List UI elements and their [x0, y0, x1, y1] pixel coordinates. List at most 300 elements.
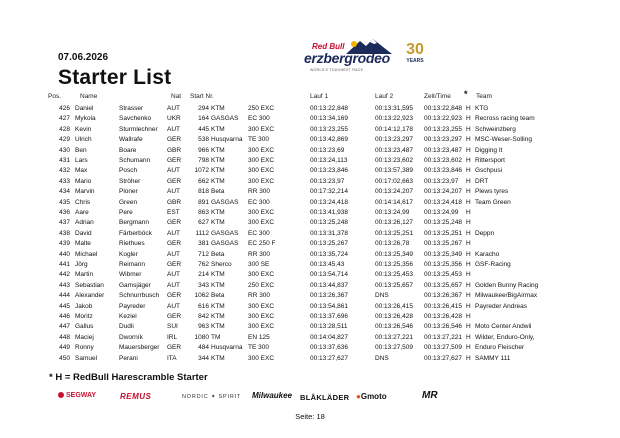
row-model: 300 SE [248, 261, 270, 268]
table-row [0, 239, 620, 249]
col-team: Team [476, 93, 492, 100]
row-nat: ITA [167, 354, 177, 362]
row-lauf1: 00:13:26,367 [310, 292, 348, 300]
row-model: 300 EXC [248, 323, 275, 331]
row-harescramble-flag: H [466, 292, 471, 300]
row-brand: Beta [211, 250, 225, 258]
col-lauf1: Lauf 1 [310, 93, 329, 100]
row-brand: Sherco [211, 261, 232, 268]
row-first-name: Gallus [75, 323, 94, 331]
row-last-name: Keziel [119, 313, 137, 320]
row-lauf1: 00:13:54,714 [310, 271, 348, 279]
row-start-nr: 1112 [195, 229, 209, 237]
row-pos: 438 [59, 229, 70, 237]
row-lauf1: 00:13:23,846 [310, 167, 348, 175]
row-lauf1: 00:14:04,827 [310, 333, 348, 341]
row-nat: GER [167, 261, 182, 268]
row-last-name: Perani [119, 354, 138, 362]
row-last-name: Sturmlechner [119, 125, 158, 133]
mr-logo: MR [422, 390, 438, 401]
row-lauf1: 00:13:23,255 [310, 125, 348, 133]
row-nat: GER [167, 136, 182, 144]
row-lauf2: 00:13:26,127 [375, 219, 413, 227]
row-model: 300 EXC [248, 302, 275, 310]
row-model: 300 EXC [248, 125, 275, 133]
row-lauf1: 00:13:24,113 [310, 157, 348, 164]
row-brand: KTM [211, 323, 225, 331]
row-harescramble-flag: H [466, 115, 471, 123]
row-harescramble-flag: H [466, 188, 471, 196]
row-pos: 435 [59, 198, 70, 206]
row-start-nr: 963 [198, 323, 209, 331]
row-harescramble-flag: H [466, 177, 471, 185]
row-first-name: Daniel [75, 105, 94, 112]
col-lauf2: Lauf 2 [375, 93, 394, 100]
row-lauf2: 00:13:23,297 [375, 136, 413, 144]
row-team: Payreder Andreas [475, 302, 528, 310]
row-start-nr: 891 [198, 198, 209, 206]
row-nat: GBR [167, 146, 182, 154]
table-row [0, 260, 620, 270]
segway-logo [58, 392, 96, 399]
row-zeit: 00:13:25,356 [424, 261, 462, 268]
table-row [0, 156, 620, 166]
table-row [0, 125, 620, 135]
row-lauf2: 00:13:24,207 [375, 188, 413, 196]
row-brand: KTM [211, 167, 225, 175]
row-harescramble-flag: H [466, 323, 471, 331]
row-model: RR 300 [248, 292, 271, 300]
row-pos: 442 [59, 271, 70, 279]
row-team: Gschpusi [475, 167, 503, 175]
row-pos: 440 [59, 250, 70, 258]
page-title: Starter List [58, 66, 172, 89]
row-last-name: Färberböck [119, 229, 152, 237]
row-last-name: Riethues [119, 240, 145, 248]
row-team: Wilder, Enduro-Only, [475, 333, 535, 341]
anniversary-number: 30 [406, 41, 424, 58]
row-nat: AUT [167, 302, 180, 310]
table-row [0, 177, 620, 187]
row-zeit: 00:13:24,418 [424, 198, 462, 206]
row-start-nr: 214 [198, 271, 209, 279]
row-harescramble-flag: H [466, 333, 471, 341]
row-team: Karacho [475, 250, 500, 258]
row-first-name: Malte [75, 240, 91, 248]
row-harescramble-flag: H [466, 105, 471, 112]
row-harescramble-flag: H [466, 209, 471, 216]
row-brand: KTM [211, 302, 225, 310]
row-nat: AUT [167, 167, 180, 175]
row-team: Deppn [475, 229, 495, 237]
table-row [0, 291, 620, 301]
table-row [0, 322, 620, 332]
row-lauf1: 00:13:22,848 [310, 105, 348, 112]
row-lauf2: 00:13:25,349 [375, 250, 413, 258]
row-model: RR 300 [248, 250, 271, 258]
table-row [0, 354, 620, 364]
col-nat: Nat [171, 93, 182, 100]
row-nat: EST [167, 209, 180, 216]
table-row [0, 281, 620, 291]
row-last-name: Gamsjäger [119, 281, 151, 289]
table-row [0, 270, 620, 280]
row-lauf2: 00:13:25,657 [375, 281, 413, 289]
row-last-name: Mauersberger [119, 344, 160, 352]
row-pos: 436 [59, 209, 70, 216]
row-last-name: Wallrafe [119, 136, 143, 144]
anniversary-label: YEARS [406, 58, 424, 64]
row-zeit: 00:13:22,923 [424, 115, 462, 123]
row-last-name: Ploner [119, 188, 138, 196]
row-pos: 445 [59, 302, 70, 310]
row-start-nr: 627 [198, 219, 209, 227]
table-row [0, 343, 620, 353]
row-nat: AUT [167, 281, 180, 289]
row-model: 300 EXC [248, 313, 275, 320]
row-first-name: David [75, 229, 92, 237]
row-harescramble-flag: H [466, 271, 471, 279]
row-pos: 449 [59, 344, 70, 352]
row-lauf1: 00:13:25,248 [310, 219, 348, 227]
row-lauf2: 00:13:27,221 [375, 333, 413, 341]
table-row [0, 146, 620, 156]
row-lauf2: 00:13:25,251 [375, 229, 413, 237]
row-zeit: 00:13:25,267 [424, 240, 462, 248]
row-first-name: Michael [75, 250, 98, 258]
row-team: DRT [475, 177, 489, 185]
row-first-name: Maciej [75, 333, 94, 341]
row-harescramble-flag: H [466, 167, 471, 175]
row-pos: 450 [59, 354, 70, 362]
row-brand: KTM [211, 105, 225, 112]
row-lauf2: 00:13:23,487 [375, 146, 413, 154]
row-model: 300 EXC [248, 209, 275, 216]
row-nat: GER [167, 240, 182, 248]
row-team: Milwaukee/BigAirmax [475, 292, 538, 300]
row-lauf1: 00:17:32,214 [310, 188, 348, 196]
row-zeit: 00:13:23,255 [424, 125, 462, 133]
row-zeit: 00:13:23,487 [424, 146, 462, 154]
row-lauf1: 00:13:44,837 [310, 281, 348, 289]
row-model: TE 300 [248, 136, 269, 144]
row-harescramble-flag: H [466, 125, 471, 133]
row-pos: 433 [59, 177, 70, 185]
segway-dot-icon [58, 392, 64, 398]
row-last-name: Green [119, 198, 138, 206]
row-nat: GER [167, 177, 182, 185]
row-start-nr: 294 [198, 105, 209, 112]
row-team: Rittersport [475, 157, 505, 164]
row-zeit: 00:13:26,415 [424, 302, 462, 310]
row-pos: 426 [59, 105, 70, 112]
row-start-nr: 662 [198, 177, 209, 185]
row-team: Recross racing team [475, 115, 535, 123]
row-last-name: Posch [119, 167, 138, 175]
remus-logo: REMUS [120, 392, 152, 401]
row-brand: TM [211, 333, 221, 341]
row-start-nr: 445 [198, 125, 209, 133]
row-model: 300 EXC [248, 177, 275, 185]
row-zeit: 00:13:23,602 [424, 157, 462, 164]
row-harescramble-flag: H [466, 198, 471, 206]
row-zeit: 00:13:25,248 [424, 219, 462, 227]
row-zeit: 00:13:26,367 [424, 292, 462, 300]
row-model: RR 300 [248, 188, 271, 196]
row-lauf2: 00:13:23,602 [375, 157, 413, 164]
row-team: Team Green [475, 198, 511, 206]
row-model: 300 EXC [248, 167, 275, 175]
row-harescramble-flag: H [466, 219, 471, 227]
row-nat: AUT [167, 271, 180, 279]
table-row [0, 250, 620, 260]
row-lauf1: 00:13:41,938 [310, 209, 348, 216]
row-lauf1: 00:13:35,724 [310, 250, 348, 258]
row-start-nr: 381 [198, 240, 209, 248]
row-first-name: Jörg [75, 261, 88, 268]
row-pos: 443 [59, 281, 70, 289]
row-last-name: Bergmann [119, 219, 149, 227]
row-lauf2: DNS [375, 354, 389, 362]
table-row [0, 208, 620, 218]
row-last-name: Kogler [119, 250, 138, 258]
row-pos: 444 [59, 292, 70, 300]
row-lauf1: 00:13:24,418 [310, 198, 348, 206]
row-lauf2: 00:13:27,509 [375, 344, 413, 352]
row-pos: 447 [59, 323, 70, 331]
row-start-nr: 842 [198, 313, 209, 320]
row-nat: IRL [167, 333, 178, 341]
row-zeit: 00:13:24,207 [424, 188, 462, 196]
row-lauf1: 00:13:23,97 [310, 177, 345, 185]
milwaukee-logo: Milwaukee [252, 391, 293, 400]
row-model: EC 300 [248, 115, 270, 123]
table-row [0, 312, 620, 322]
row-nat: UKR [167, 115, 181, 123]
row-brand: Husqvarna [211, 136, 243, 144]
row-lauf2: 00:13:25,356 [375, 261, 413, 268]
row-brand: KTM [211, 219, 225, 227]
row-harescramble-flag: H [466, 146, 471, 154]
row-first-name: Marvin [75, 188, 95, 196]
row-lauf2: 00:13:22,923 [375, 115, 413, 123]
row-last-name: Payreder [119, 302, 146, 310]
row-model: 300 EXC [248, 271, 275, 279]
row-pos: 432 [59, 167, 70, 175]
row-start-nr: 712 [198, 250, 209, 258]
row-lauf1: 00:13:37,696 [310, 313, 348, 320]
table-row [0, 104, 620, 114]
row-lauf1: 00:13:23,69 [310, 146, 345, 154]
blaklader-logo: BLÅKLÄDER [300, 393, 350, 402]
row-first-name: Kevin [75, 125, 92, 133]
row-harescramble-flag: H [466, 281, 471, 289]
row-model: EC 250 F [248, 240, 276, 248]
row-last-name: Dudli [119, 323, 134, 331]
row-nat: GBR [167, 198, 182, 206]
row-last-name: Boare [119, 146, 137, 154]
col-zeit-time: Zeit/Time [424, 93, 451, 100]
row-first-name: Martin [75, 271, 94, 279]
row-last-name: Strasser [119, 105, 144, 112]
row-zeit: 00:13:26,546 [424, 323, 462, 331]
row-brand: KTM [211, 177, 225, 185]
row-lauf1: 00:13:42,869 [310, 136, 348, 144]
row-lauf2: 00:14:14,617 [375, 198, 413, 206]
row-last-name: Dworník [119, 333, 143, 341]
row-last-name: Schnurrbusch [119, 292, 160, 300]
table-row [0, 333, 620, 343]
row-start-nr: 484 [198, 344, 209, 352]
row-zeit: 00:13:23,846 [424, 167, 462, 175]
col-start-nr: Start Nr. [190, 93, 214, 100]
row-lauf1: 00:13:28,511 [310, 323, 348, 331]
row-zeit: 00:13:23,297 [424, 136, 462, 144]
row-harescramble-flag: H [466, 302, 471, 310]
row-lauf1: 00:13:37,636 [310, 344, 348, 352]
row-nat: GER [167, 219, 182, 227]
row-last-name: Wibmer [119, 271, 142, 279]
row-lauf2: 00:13:25,453 [375, 271, 413, 279]
row-first-name: Chris [75, 198, 91, 206]
row-nat: GER [167, 313, 182, 320]
row-nat: GER [167, 292, 182, 300]
row-harescramble-flag: H [466, 136, 471, 144]
row-zeit: 00:13:27,509 [424, 344, 462, 352]
row-pos: 448 [59, 333, 70, 341]
row-zeit: 00:13:23,97 [424, 177, 459, 185]
row-pos: 431 [59, 157, 70, 164]
row-team: Moto Center Andwil [475, 323, 532, 331]
row-last-name: Pere [119, 209, 133, 216]
row-first-name: Alexander [75, 292, 105, 300]
gmoto-wordmark: Gmoto [360, 392, 387, 401]
row-model: 300 EXC [248, 146, 275, 154]
row-nat: GER [167, 344, 182, 352]
col-star: * [464, 89, 468, 99]
row-start-nr: 343 [198, 281, 209, 289]
row-model: 300 EXC [248, 157, 275, 164]
table-row [0, 166, 620, 176]
row-start-nr: 538 [198, 136, 209, 144]
row-last-name: Reimann [119, 261, 146, 268]
row-model: 250 EXC [248, 105, 275, 112]
row-zeit: 00:13:25,453 [424, 271, 462, 279]
row-harescramble-flag: H [466, 344, 471, 352]
row-first-name: Moritz [75, 313, 93, 320]
row-start-nr: 164 [198, 115, 209, 123]
footnote: * H = RedBull Harescramble Starter [49, 372, 208, 383]
row-pos: 439 [59, 240, 70, 248]
row-harescramble-flag: H [466, 354, 471, 362]
row-first-name: Ben [75, 146, 87, 154]
row-pos: 427 [59, 115, 70, 123]
table-row [0, 187, 620, 197]
row-lauf2: 00:14:12,178 [375, 125, 413, 133]
row-first-name: Samuel [75, 354, 98, 362]
row-first-name: Lars [75, 157, 88, 164]
row-model: 250 EXC [248, 281, 275, 289]
row-nat: AUT [167, 105, 180, 112]
row-nat: AUT [167, 188, 180, 196]
row-lauf2: 00:17:02,663 [375, 177, 413, 185]
row-harescramble-flag: H [466, 157, 471, 164]
row-model: EN 125 [248, 333, 270, 341]
row-brand: KTM [211, 146, 225, 154]
row-lauf2: 00:13:31,595 [375, 105, 413, 112]
nordic-spirit-logo: NORDIC ✦ SPIRIT [182, 394, 242, 400]
row-nat: AUT [167, 229, 180, 237]
row-first-name: Aare [75, 209, 89, 216]
table-row [0, 229, 620, 239]
row-brand: KTM [211, 157, 225, 164]
row-brand: Beta [211, 188, 225, 196]
logo-tagline: WORLD'S TOUGHEST RACE [310, 68, 364, 72]
gmoto-g-icon: ● [356, 392, 361, 401]
row-first-name: Sebastian [75, 281, 104, 289]
row-zeit: 00:13:26,428 [424, 313, 462, 320]
col-name: Name [80, 93, 98, 100]
row-lauf2: 00:13:26,78 [375, 240, 410, 248]
row-zeit: 00:13:27,221 [424, 333, 462, 341]
row-lauf1: 00:13:54,861 [310, 302, 348, 310]
row-nat: SUI [167, 323, 178, 331]
row-team: Digging It [475, 146, 503, 154]
row-pos: 429 [59, 136, 70, 144]
row-lauf2: 00:13:26,415 [375, 302, 413, 310]
row-start-nr: 616 [198, 302, 209, 310]
row-start-nr: 798 [198, 157, 209, 164]
row-brand: KTM [211, 125, 225, 133]
table-row [0, 135, 620, 145]
segway-wordmark: SEGWAY [66, 392, 97, 399]
row-model: 300 EXC [248, 219, 275, 227]
table-row [0, 218, 620, 228]
row-zeit: 00:13:25,349 [424, 250, 462, 258]
row-start-nr: 818 [198, 188, 209, 196]
row-start-nr: 1072 [194, 167, 209, 175]
sponsor-bar [0, 392, 620, 406]
row-team: Golden Bunny Racing [475, 281, 539, 289]
row-first-name: Jakob [75, 302, 93, 310]
row-pos: 430 [59, 146, 70, 154]
row-first-name: Mykola [75, 115, 96, 123]
row-harescramble-flag: H [466, 313, 471, 320]
row-model: 300 EXC [248, 354, 275, 362]
row-brand: KTM [211, 313, 225, 320]
row-first-name: Ulrich [75, 136, 92, 144]
row-brand: Husqvarna [211, 344, 243, 352]
row-brand: KTM [211, 271, 225, 279]
row-harescramble-flag: H [466, 240, 471, 248]
row-team: Schweinzberg [475, 125, 516, 133]
table-row [0, 114, 620, 124]
row-nat: GER [167, 157, 182, 164]
row-zeit: 00:13:24,99 [424, 209, 459, 216]
row-pos: 434 [59, 188, 70, 196]
table-row [0, 198, 620, 208]
row-lauf2: 00:13:57,389 [375, 167, 413, 175]
row-zeit: 00:13:25,657 [424, 281, 462, 289]
row-team: SAMMY 111 [475, 354, 511, 362]
row-pos: 446 [59, 313, 70, 320]
row-lauf2: 00:13:24,99 [375, 209, 410, 216]
row-harescramble-flag: H [466, 261, 471, 268]
row-brand: GASGAS [211, 198, 239, 206]
row-model: TE 300 [248, 344, 269, 352]
table-row [0, 302, 620, 312]
row-first-name: Adrian [75, 219, 94, 227]
